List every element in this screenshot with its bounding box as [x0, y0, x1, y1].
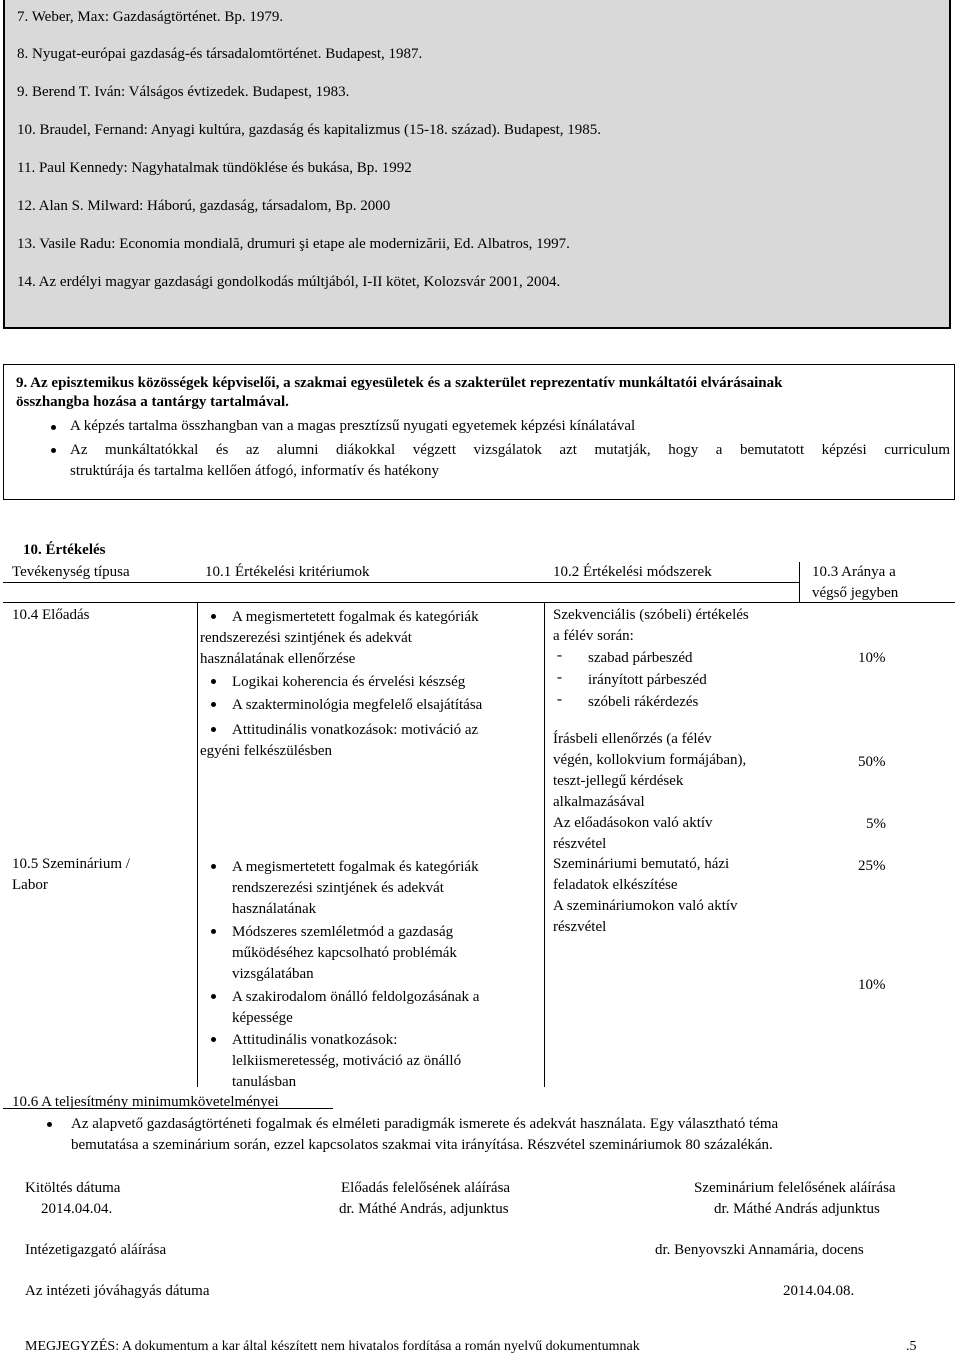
seminar-criterion: képessége: [232, 1010, 293, 1026]
bib-item: 9. Berend T. Iván: Válságos évtizedek. Budapest, 1983.: [17, 84, 350, 100]
seminar-criterion: tanulásban: [232, 1074, 297, 1090]
bullet-icon: [211, 1037, 216, 1042]
header-criteria: 10.1 Értékelési kritériumok: [205, 564, 370, 580]
seminar-method: Szemináriumi bemutató, házi: [553, 856, 730, 872]
seminar-method: feladatok elkészítése: [553, 877, 678, 893]
lecture-criterion: Logikai koherencia és érvelési készség: [232, 674, 466, 690]
seminar-criterion: működéséhez kapcsolható problémák: [232, 945, 457, 961]
approval-label: Az intézeti jóváhagyás dátuma: [25, 1283, 210, 1299]
seminar-criterion: lelkiismeretesség, motiváció az önálló: [232, 1053, 462, 1069]
minimum-text: Az alapvető gazdaságtörténeti fogalmak és elméleti paradigmák ismerete és adekvát használata. Egy választható téma: [71, 1116, 779, 1132]
table-rule: [544, 602, 545, 1087]
footer-note: MEGJEGYZÉS: A dokumentum a kar által készített nem hivatalos fordítása a román nyelvű dokumentumnak: [25, 1339, 640, 1354]
lecture-method-item: szóbeli rákérdezés: [588, 694, 699, 710]
seminar-share: 25%: [858, 858, 886, 874]
seminar-criterion: Módszeres szemléletmód a gazdaság: [232, 924, 454, 940]
lecture-share: 10%: [858, 650, 886, 666]
seminar-criterion: Attitudinális vonatkozások:: [232, 1032, 398, 1048]
table-rule: [197, 602, 198, 1087]
bib-item: 7. Weber, Max: Gazdaságtörténet. Bp. 1979.: [17, 9, 284, 25]
lecture-method-item: irányított párbeszéd: [588, 672, 707, 688]
section9-heading: 9. Az episztemikus közösségek képviselői, a szakmai egyesületek és a szakterület reprezentatív munkáltatói elvárásainak: [16, 375, 783, 391]
lecture-share: 50%: [858, 754, 886, 770]
lecture-share: 5%: [866, 816, 886, 832]
seminar-criterion: használatának: [232, 901, 317, 917]
lecture-method: a félév során:: [553, 628, 634, 644]
section10-title: 10. Értékelés: [23, 542, 106, 558]
lecture-criterion: egyéni felkészülésben: [200, 743, 333, 759]
section9-heading: összhangba hozása a tantárgy tartalmával.: [16, 394, 289, 410]
header-share: 10.3 Aránya a: [812, 564, 896, 580]
bib-item: 13. Vasile Radu: Economia mondială, drumuri şi etape ale modernizării, Ed. Albatros, 1997.: [17, 236, 570, 252]
lecture-method: Szekvenciális (szóbeli) értékelés: [553, 607, 749, 623]
lecture-method: Írásbeli ellenőrzés (a félév: [553, 731, 712, 747]
director-label: Intézetigazgató aláírása: [25, 1242, 167, 1258]
lecture-method: alkalmazásával: [553, 794, 645, 810]
lecture-criterion: A megismertetett fogalmak és kategóriák: [232, 609, 479, 625]
page-number: .5: [906, 1339, 917, 1354]
lecture-criterion: használatának ellenőrzése: [200, 651, 356, 667]
bullet-icon: [51, 448, 56, 453]
table-rule: [3, 602, 955, 603]
table-rule: [3, 582, 799, 583]
seminar-label: Labor: [12, 877, 48, 893]
bullet-icon: [211, 994, 216, 999]
seminar-signature-label: Szeminárium felelősének aláírása: [694, 1180, 896, 1196]
lecture-criterion: A szakterminológia megfelelő elsajátítása: [232, 697, 483, 713]
approval-date: 2014.04.08.: [783, 1283, 855, 1299]
section9-bullet: struktúrája és tartalma kellően átfogó, informatív és hatékony: [70, 463, 440, 479]
bullet-icon: [211, 679, 216, 684]
lecture-method: Az előadásokon való aktív: [553, 815, 713, 831]
lecture-method: teszt-jellegű kérdések: [553, 773, 684, 789]
bibliography-box: [3, 0, 951, 329]
header-methods: 10.2 Értékelési módszerek: [553, 564, 712, 580]
bullet-icon: [211, 727, 216, 732]
header-share: végső jegyben: [812, 585, 899, 601]
table-rule: [799, 562, 800, 602]
header-activity: Tevékenység típusa: [12, 564, 130, 580]
fill-date-label: Kitöltés dátuma: [25, 1180, 121, 1196]
seminar-criterion: A megismertetett fogalmak és kategóriák: [232, 859, 479, 875]
minimum-text: bemutatása a szeminárium során, ezzel kapcsolatos szakmai vita irányítása. Részvétel szemináriumok 80 százalékán.: [71, 1137, 773, 1153]
lecture-label: 10.4 Előadás: [12, 607, 90, 623]
bullet-icon: [211, 614, 216, 619]
dash-icon: -: [555, 670, 565, 687]
section9-bullet: Az munkáltatókkal és az alumni diákokkal végzett vizsgálatok azt mutatják, hogy a bemutatott képzési curriculum: [70, 442, 950, 458]
bib-item: 14. Az erdélyi magyar gazdasági gondolkodás múltjából, I-II kötet, Kolozsvár 2001, 2004.: [17, 274, 561, 290]
bullet-icon: [211, 864, 216, 869]
bib-item: 8. Nyugat-európai gazdaság-és társadalomtörténet. Budapest, 1987.: [17, 46, 423, 62]
seminar-criterion: rendszerezési szintjének és adekvát: [232, 880, 444, 896]
bullet-icon: [51, 425, 56, 430]
lecture-method-item: szabad párbeszéd: [588, 650, 693, 666]
lecture-signature-label: Előadás felelősének aláírása: [341, 1180, 511, 1196]
bullet-icon: [47, 1122, 52, 1127]
director-name: dr. Benyovszki Annamária, docens: [655, 1242, 864, 1258]
seminar-method: A szemináriumokon való aktív: [553, 898, 738, 914]
seminar-signature-name: dr. Máthé András adjunktus: [714, 1201, 880, 1217]
lecture-method: részvétel: [553, 836, 607, 852]
seminar-criterion: A szakirodalom önálló feldolgozásának a: [232, 989, 480, 1005]
seminar-criterion: vizsgálatában: [232, 966, 314, 982]
section9-box: [3, 364, 955, 500]
bib-item: 12. Alan S. Milward: Háború, gazdaság, társadalom, Bp. 2000: [17, 198, 391, 214]
dash-icon: -: [555, 692, 565, 709]
seminar-share: 10%: [858, 977, 886, 993]
bullet-icon: [211, 702, 216, 707]
lecture-method: végén, kollokvium formájában),: [553, 752, 747, 768]
seminar-method: részvétel: [553, 919, 607, 935]
lecture-criterion: Attitudinális vonatkozások: motiváció az: [232, 722, 479, 738]
bib-item: 10. Braudel, Fernand: Anyagi kultúra, gazdaság és kapitalizmus (15-18. század). Budapest, 1985.: [17, 122, 602, 138]
lecture-criterion: rendszerezési szintjének és adekvát: [200, 630, 412, 646]
dash-icon: -: [555, 648, 565, 665]
lecture-signature-name: dr. Máthé András, adjunktus: [339, 1201, 509, 1217]
fill-date: 2014.04.04.: [41, 1201, 113, 1217]
bib-item: 11. Paul Kennedy: Nagyhatalmak tündöklése és bukása, Bp. 1992: [17, 160, 412, 176]
minimum-label: 10.6 A teljesítmény minimumkövetelményei: [12, 1094, 279, 1110]
seminar-label: 10.5 Szeminárium /: [12, 856, 130, 872]
section9-bullet: A képzés tartalma összhangban van a magas presztízsű nyugati egyetemek képzési kínálatával: [70, 418, 636, 434]
bullet-icon: [211, 929, 216, 934]
